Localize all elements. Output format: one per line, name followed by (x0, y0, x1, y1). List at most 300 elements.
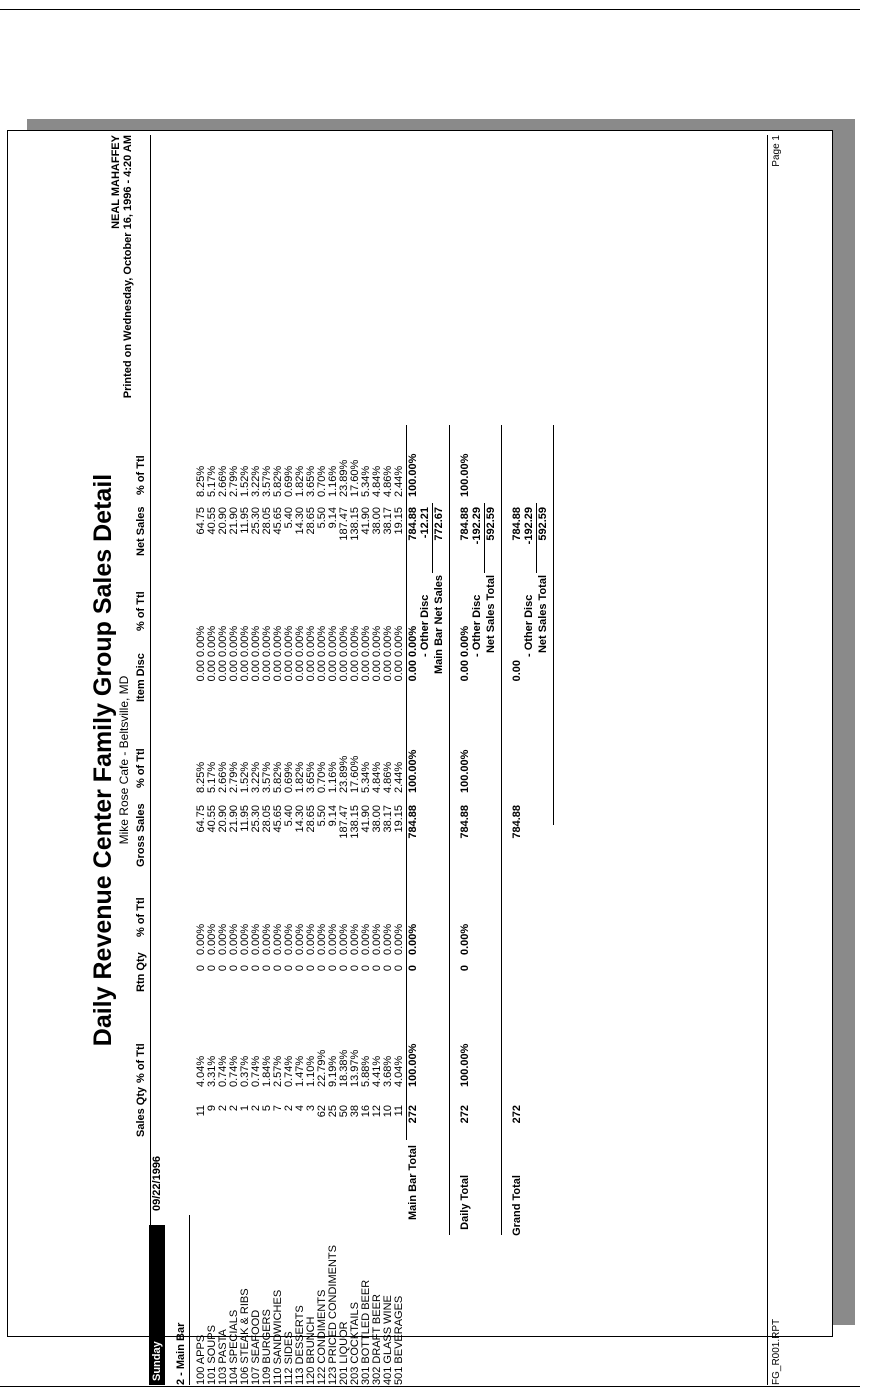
cell-np: 1.16% (327, 465, 339, 497)
cell-ns: 772.67 (433, 507, 445, 541)
cell-rp: 0.00% (459, 923, 471, 955)
cell-gp: 1.82% (294, 761, 306, 793)
cell-rp: 0.00% (283, 923, 295, 955)
grand-total-row (512, 135, 523, 1385)
cell-name: 104 SPECIALS (228, 1309, 240, 1385)
cell-ns: 64.75 (195, 507, 207, 535)
cell-sp: 22.79% (316, 1049, 328, 1087)
cell-ns: 38.17 (382, 507, 394, 535)
cell-ns: 25.30 (250, 507, 262, 535)
rvc-net-row (434, 135, 445, 1385)
daily-total-row (460, 135, 471, 1385)
cell-gs: 21.90 (228, 805, 240, 833)
rotated-report (89, 135, 829, 1385)
cell-id: 0.00 (305, 660, 317, 682)
cell-np: 17.60% (349, 459, 361, 497)
cell-rq: 0 (371, 965, 383, 972)
cell-gp: 5.17% (206, 761, 218, 793)
cell-sq: 38 (349, 1105, 361, 1118)
cell-gs: 38.17 (382, 805, 394, 833)
cell-rp: 0.00% (338, 923, 350, 955)
cell-ip: Main Bar Net Sales (433, 575, 445, 675)
cell-name: 101 SOUPS (206, 1325, 218, 1385)
cell-ns: -192.29 (523, 507, 535, 545)
cell-np: 3.57% (261, 465, 273, 497)
cell-id: 0.00 (283, 660, 295, 682)
col-sales-qty: Sales Qty (135, 1086, 147, 1137)
cell-sp: 1.10% (305, 1055, 317, 1087)
cell-gp: 3.22% (250, 761, 262, 793)
table-row (229, 135, 240, 1385)
cell-gs: 187.47 (338, 805, 350, 839)
cell-rq: 0 (459, 965, 471, 972)
grand-net-row (538, 135, 549, 1385)
cell-rp: 0.00% (393, 923, 405, 955)
cell-rq: 0 (206, 965, 218, 972)
cell-ip: 0.00% (360, 625, 372, 657)
cell-sq: 2 (283, 1105, 295, 1112)
cell-gs: 14.30 (294, 805, 306, 833)
day-date: 09/22/1996 (151, 1155, 163, 1211)
cell-gs: 9.14 (327, 805, 339, 827)
cell-rp: 0.00% (382, 923, 394, 955)
cell-rq: 0 (305, 965, 317, 972)
grand-separator (501, 425, 502, 1235)
cell-sq: 16 (360, 1105, 372, 1118)
cell-ns: 28.05 (261, 507, 273, 535)
cell-name: 203 COCKTAILS (349, 1302, 361, 1385)
cell-ip: 0.00% (382, 625, 394, 657)
cell-id: 0.00 (250, 660, 262, 682)
report-title: Daily Revenue Center Family Group Sales Detail (89, 473, 117, 1047)
cell-gp: 17.60% (349, 755, 361, 793)
table-row (350, 135, 361, 1385)
cell-sq: 62 (316, 1105, 328, 1118)
cell-gp: 5.34% (360, 761, 372, 793)
cell-ns: 138.15 (349, 507, 361, 541)
cell-rq: 0 (382, 965, 394, 972)
cell-sq: 1 (239, 1105, 251, 1112)
footer-rule (767, 135, 768, 1385)
cell-gp: 23.89% (338, 755, 350, 793)
cell-ns: 21.90 (228, 507, 240, 535)
cell-np: 1.82% (294, 465, 306, 497)
cell-gs: 784.88 (511, 805, 523, 839)
cell-id: 0.00 (228, 660, 240, 682)
table-row (240, 135, 251, 1385)
cell-id: 0.00 (217, 660, 229, 682)
cell-id: 0.00 (459, 660, 471, 682)
cell-np: 23.89% (338, 459, 350, 497)
cell-gs: 45.65 (272, 805, 284, 833)
cell-rq: 0 (316, 965, 328, 972)
cell-name: 301 BOTTLED BEER (360, 1279, 372, 1385)
cell-ip: 0.00% (228, 625, 240, 657)
cell-sq: 3 (305, 1105, 317, 1112)
day-band: Sunday (149, 1225, 165, 1385)
cell-rp: 0.00% (206, 923, 218, 955)
cell-gp: 5.82% (272, 761, 284, 793)
cell-rq: 0 (250, 965, 262, 972)
cell-sq: 2 (250, 1105, 262, 1112)
cell-sq: 11 (195, 1105, 207, 1117)
cell-rq: 0 (327, 965, 339, 972)
cell-name: 113 DESSERTS (294, 1305, 306, 1385)
cell-id: 0.00 (407, 660, 419, 682)
cell-rq: 0 (217, 965, 229, 972)
cell-id: 0.00 (382, 660, 394, 682)
cell-rp: 0.00% (371, 923, 383, 955)
cell-rp: 0.00% (316, 923, 328, 955)
table-row (306, 135, 317, 1385)
table-row (394, 135, 405, 1385)
cell-gp: 100.00% (407, 749, 419, 793)
col-net-pct: % of Ttl (135, 455, 147, 495)
cell-ns: 592.59 (537, 507, 549, 541)
col-item-disc: Item Disc (135, 653, 147, 702)
col-sales-pct: % of Ttl (135, 1043, 147, 1083)
cell-sp: 4.04% (195, 1055, 207, 1087)
cell-ip: 0.00% (283, 625, 295, 657)
cell-ns: 784.88 (511, 507, 523, 541)
cell-sp: 9.19% (327, 1055, 339, 1087)
cell-gp: 2.44% (393, 761, 405, 793)
col-disc-pct: % of Ttl (135, 591, 147, 631)
cell-name: 302 DRAFT BEER (371, 1294, 383, 1385)
cell-name: 109 BURGERS (261, 1309, 273, 1385)
table-row (218, 135, 229, 1385)
report-subtitle: Mike Rose Cafe - Beltsville, MD (117, 675, 131, 845)
cell-gp: 4.84% (371, 761, 383, 793)
cell-np: 100.00% (407, 453, 419, 497)
cell-name: 501 BEVERAGES (393, 1295, 405, 1385)
cell-sq: 7 (272, 1105, 284, 1112)
cell-gs: 28.05 (261, 805, 273, 833)
cell-sp: 13.97% (349, 1049, 361, 1087)
cell-rq: 0 (360, 965, 372, 972)
cell-sq: 9 (206, 1105, 218, 1112)
cell-gp: 100.00% (459, 749, 471, 793)
cell-id: 0.00 (316, 660, 328, 682)
cell-rp: 0.00% (250, 923, 262, 955)
cell-rp: 0.00% (294, 923, 306, 955)
cell-ns: 41.90 (360, 507, 372, 535)
cell-gs: 784.88 (407, 805, 419, 839)
cell-ns: 11.95 (239, 507, 251, 534)
footer-page: Page 1 (771, 135, 782, 167)
daily-other-disc-row (472, 135, 483, 1385)
cell-gp: 1.16% (327, 761, 339, 793)
cell-ns: 40.55 (206, 507, 218, 535)
cell-rp: 0.00% (407, 923, 419, 955)
cell-gs: 11.95 (239, 805, 251, 832)
cell-id: 0.00 (261, 660, 273, 682)
cell-np: 3.65% (305, 465, 317, 497)
cell-name: 123 PRICED CONDIMENTS (327, 1245, 339, 1385)
cell-gp: 3.65% (305, 761, 317, 793)
cell-rp: 0.00% (217, 923, 229, 955)
cell-gs: 784.88 (459, 805, 471, 839)
col-rtn-qty: Rtn Qty (135, 952, 147, 992)
cell-rq: 0 (294, 965, 306, 972)
cell-ip: 0.00% (327, 625, 339, 657)
cell-ip: 0.00% (407, 625, 419, 657)
cell-np: 3.22% (250, 465, 262, 497)
cell-ip: - Other Disc (419, 594, 431, 657)
table-row (383, 135, 394, 1385)
cell-id: 0.00 (239, 660, 251, 682)
cell-rq: 0 (407, 965, 419, 972)
cell-rq: 0 (261, 965, 273, 972)
cell-np: 4.84% (371, 465, 383, 497)
cell-gs: 38.00 (371, 805, 383, 833)
table-row (284, 135, 295, 1385)
cell-gs: 28.65 (305, 805, 317, 833)
cell-np: 2.79% (228, 465, 240, 497)
col-rtn-pct: % of Ttl (135, 897, 147, 937)
cell-ip: 0.00% (250, 625, 262, 657)
table-row (196, 135, 207, 1385)
cell-id: 0.00 (393, 660, 405, 682)
revenue-center-label: 2 - Main Bar (175, 1322, 187, 1385)
cell-gs: 20.90 (217, 805, 229, 833)
grand-bottom-rule (553, 425, 554, 825)
cell-gs: 40.55 (206, 805, 218, 833)
cell-ip: 0.00% (349, 625, 361, 657)
cell-id: 0.00 (338, 660, 350, 682)
cell-ip: - Other Disc (471, 594, 483, 657)
table-row (273, 135, 284, 1385)
cell-sp: 3.31% (206, 1055, 218, 1087)
cell-gs: 5.40 (283, 805, 295, 827)
cell-ip: 0.00% (316, 625, 328, 657)
cell-ip: 0.00% (305, 625, 317, 657)
cell-np: 0.69% (283, 465, 295, 497)
cell-rp: 0.00% (239, 923, 251, 955)
cell-name: Main Bar Total (407, 1145, 419, 1220)
cell-name: 122 CONDIMENTS (316, 1289, 328, 1385)
revenue-center-rule (189, 1215, 190, 1385)
cell-np: 5.82% (272, 465, 284, 497)
cell-rq: 0 (239, 965, 251, 972)
top-rule (0, 9, 860, 10)
cell-sq: 2 (217, 1105, 229, 1112)
cell-sq: 272 (407, 1105, 419, 1124)
cell-ip: - Other Disc (523, 594, 535, 657)
cell-ns: 45.65 (272, 507, 284, 535)
cell-rq: 0 (272, 965, 284, 972)
cell-sp: 100.00% (459, 1043, 471, 1087)
cell-name: 103 PASTA (217, 1329, 229, 1385)
table-row (372, 135, 383, 1385)
cell-np: 1.52% (239, 465, 251, 497)
cell-ns: 19.15 (393, 507, 405, 535)
col-net: Net Sales (135, 506, 147, 556)
cell-sq: 2 (228, 1105, 240, 1112)
cell-ns: 9.14 (327, 507, 339, 529)
cell-rp: 0.00% (327, 923, 339, 955)
cell-ip: 0.00% (272, 625, 284, 657)
cell-ns: 28.65 (305, 507, 317, 535)
cell-sp: 0.74% (217, 1055, 229, 1087)
cell-sp: 1.84% (261, 1055, 273, 1087)
cell-ip: 0.00% (206, 625, 218, 657)
cell-np: 0.70% (316, 465, 328, 497)
cell-rp: 0.00% (228, 923, 240, 955)
cell-name: 401 GLASS WINE (382, 1295, 394, 1385)
cell-gp: 1.52% (239, 761, 251, 793)
cell-ip: 0.00% (393, 625, 405, 657)
cell-rq: 0 (349, 965, 361, 972)
cell-sq: 5 (261, 1105, 273, 1112)
table-row (262, 135, 273, 1385)
cell-name: Daily Total (459, 1175, 471, 1230)
cell-sq: 50 (338, 1105, 350, 1118)
cell-sp: 4.04% (393, 1055, 405, 1087)
cell-ip: Net Sales Total (485, 575, 497, 654)
cell-ns: 784.88 (407, 507, 419, 541)
cell-sp: 5.88% (360, 1055, 372, 1087)
cell-sq: 272 (459, 1105, 471, 1124)
cell-name: 107 SEAFOOD (250, 1309, 262, 1385)
cell-name: 106 STEAK & RIBS (239, 1288, 251, 1385)
cell-np: 5.34% (360, 465, 372, 497)
bottom-rule (0, 1386, 860, 1387)
cell-ip: 0.00% (459, 625, 471, 657)
cell-ns: 5.50 (316, 507, 328, 529)
cell-ns: 784.88 (459, 507, 471, 541)
cell-np: 8.25% (195, 465, 207, 497)
cell-gs: 25.30 (250, 805, 262, 833)
daily-separator (449, 425, 450, 1235)
cell-np: 100.00% (459, 453, 471, 497)
table-row (251, 135, 262, 1385)
cell-rp: 0.00% (272, 923, 284, 955)
cell-sp: 18.38% (338, 1049, 350, 1087)
cell-ns: -192.29 (471, 507, 483, 545)
cell-ns: 592.59 (485, 507, 497, 541)
cell-gp: 0.69% (283, 761, 295, 793)
table-row (295, 135, 306, 1385)
cell-np: 5.17% (206, 465, 218, 497)
cell-id: 0.00 (206, 660, 218, 682)
cell-sq: 11 (393, 1105, 405, 1117)
cell-rq: 0 (228, 965, 240, 972)
cell-name: 201 LIQUOR (338, 1321, 350, 1385)
cell-ip: 0.00% (195, 625, 207, 657)
cell-sp: 1.47% (294, 1055, 306, 1087)
cell-gs: 64.75 (195, 805, 207, 833)
cell-sq: 4 (294, 1105, 306, 1112)
cell-name: 110 SANDWICHES (272, 1289, 284, 1385)
cell-id: 0.00 (349, 660, 361, 682)
cell-sp: 0.74% (250, 1055, 262, 1087)
cell-ip: 0.00% (239, 625, 251, 657)
cell-id: 0.00 (360, 660, 372, 682)
cell-sq: 25 (327, 1105, 339, 1118)
cell-id: 0.00 (294, 660, 306, 682)
column-headers (135, 135, 149, 1385)
col-gross: Gross Sales (135, 803, 147, 867)
cell-id: 0.00 (371, 660, 383, 682)
cell-ip: 0.00% (261, 625, 273, 657)
cell-gp: 8.25% (195, 761, 207, 793)
rvc-total-row (408, 135, 419, 1385)
cell-gp: 3.57% (261, 761, 273, 793)
cell-id: 0.00 (272, 660, 284, 682)
cell-sp: 2.57% (272, 1055, 284, 1087)
cell-rq: 0 (338, 965, 350, 972)
cell-ns: 14.30 (294, 507, 306, 535)
cell-name: 100 APPS (195, 1334, 207, 1385)
cell-sp: 4.41% (371, 1055, 383, 1087)
footer-file: FG_R001.RPT (771, 1318, 782, 1385)
rvc-other-disc-row (420, 135, 431, 1385)
cell-rq: 0 (195, 965, 207, 972)
cell-ip: 0.00% (371, 625, 383, 657)
cell-sp: 0.37% (239, 1055, 251, 1087)
cell-sp: 3.68% (382, 1055, 394, 1087)
col-gross-pct: % of Ttl (135, 748, 147, 788)
cell-sp: 0.74% (283, 1055, 295, 1087)
cell-gp: 4.86% (382, 761, 394, 793)
cell-ns: 187.47 (338, 507, 350, 541)
cell-gp: 0.70% (316, 761, 328, 793)
report-printed: Printed on Wednesday, October 16, 1996 - 4:20 AM (122, 135, 134, 399)
cell-ns: 38.00 (371, 507, 383, 535)
table-row (317, 135, 328, 1385)
cell-gp: 2.66% (217, 761, 229, 793)
cell-rp: 0.00% (195, 923, 207, 955)
cell-gs: 138.15 (349, 805, 361, 839)
grand-other-disc-row (524, 135, 535, 1385)
daily-net-row (486, 135, 497, 1385)
cell-name: Grand Total (511, 1175, 523, 1236)
cell-id: 0.00 (511, 660, 523, 682)
cell-ip: Net Sales Total (537, 575, 549, 654)
cell-np: 2.44% (393, 465, 405, 497)
cell-np: 4.86% (382, 465, 394, 497)
table-row (361, 135, 372, 1385)
cell-ip: 0.00% (294, 625, 306, 657)
cell-ns: 20.90 (217, 507, 229, 535)
cell-id: 0.00 (195, 660, 207, 682)
cell-ip: 0.00% (338, 625, 350, 657)
cell-ns: 5.40 (283, 507, 295, 529)
cell-name: 112 SIDES (283, 1331, 295, 1385)
cell-rq: 0 (393, 965, 405, 972)
cell-rq: 0 (283, 965, 295, 972)
report-user: NEAL MAHAFFEY (110, 135, 122, 229)
cell-gs: 19.15 (393, 805, 405, 833)
cell-ip: 0.00% (217, 625, 229, 657)
cell-name: 120 BRUNCH (305, 1316, 317, 1385)
cell-id: 0.00 (327, 660, 339, 682)
cell-rp: 0.00% (305, 923, 317, 955)
cell-ns: -12.21 (419, 507, 431, 539)
cell-sp: 0.74% (228, 1055, 240, 1087)
cell-rp: 0.00% (261, 923, 273, 955)
cell-sp: 100.00% (407, 1043, 419, 1087)
cell-sq: 12 (371, 1105, 383, 1118)
cell-np: 2.66% (217, 465, 229, 497)
cell-gs: 5.50 (316, 805, 328, 827)
cell-sq: 272 (511, 1105, 523, 1124)
cell-rp: 0.00% (360, 923, 372, 955)
table-row (207, 135, 218, 1385)
cell-rp: 0.00% (349, 923, 361, 955)
cell-sq: 10 (382, 1105, 394, 1118)
